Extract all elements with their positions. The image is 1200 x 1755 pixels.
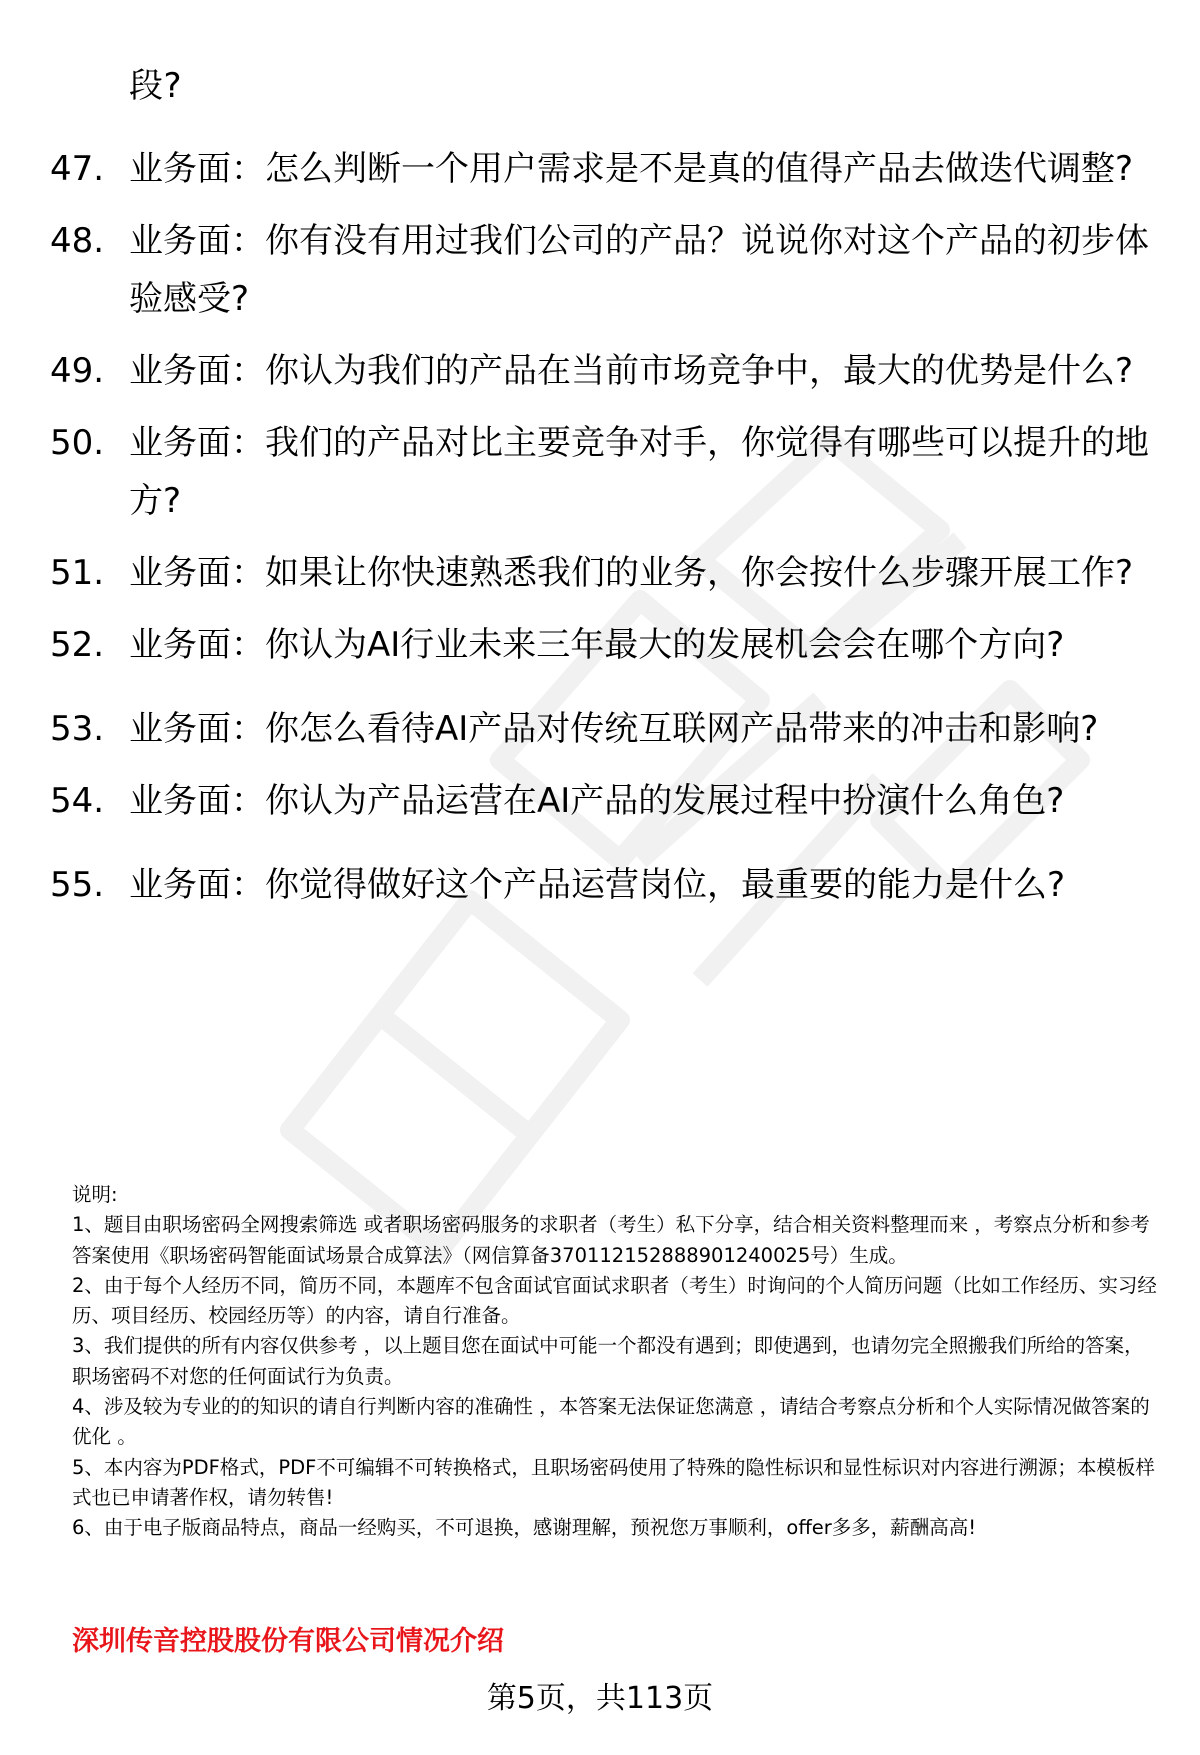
- question-number: 53.: [50, 709, 105, 749]
- note-item: 6、由于电子版商品特点，商品一经购买，不可退换，感谢理解，预祝您万事顺利，offer多多，薪酬高高!: [72, 1516, 977, 1540]
- question-text: 业务面：你认为我们的产品在当前市场竞争中，最大的优势是什么?: [129, 351, 1134, 391]
- question-item: [50, 700, 1160, 758]
- note-item: 3、我们提供的所有内容仅供参考 ，以上题目您在面试中可能一个都没有遇到；即使遇到，也请勿完全照搬我们所给的答案，职场密码不对您的任何面试行为负责。: [72, 1334, 1144, 1388]
- question-item: [50, 342, 1160, 400]
- notes-section: [72, 1180, 1162, 1544]
- company-section-title: 深圳传音控股股份有限公司情况介绍: [72, 1626, 504, 1657]
- question-list: [50, 140, 1160, 940]
- question-item: [50, 856, 1160, 914]
- question-text: 业务面：你怎么看待AI产品对传统互联网产品带来的冲击和影响?: [129, 709, 1099, 749]
- question-number: 49.: [50, 351, 105, 391]
- question-text: 业务面：你认为AI行业未来三年最大的发展机会会在哪个方向?: [129, 625, 1065, 665]
- question-item: [50, 212, 1160, 328]
- question-number: 52.: [50, 625, 105, 665]
- question-item: [50, 414, 1160, 530]
- page-number: 第5页，共113页: [486, 1681, 714, 1716]
- question-number: 55.: [50, 865, 105, 905]
- previous-question-continuation: 段?: [129, 66, 183, 106]
- note-item: 2、由于每个人经历不同，简历不同，本题库不包含面试官面试求职者（考生）时询问的个人简历问题（比如工作经历、实习经历、项目经历、校园经历等）的内容，请自行准备。: [72, 1273, 1157, 1328]
- question-item: [50, 616, 1160, 674]
- notes-heading: 说明:: [72, 1183, 118, 1206]
- question-number: 50.: [50, 423, 105, 463]
- question-text: 业务面：你认为产品运营在AI产品的发展过程中扮演什么角色?: [129, 781, 1065, 821]
- question-item: [50, 140, 1160, 198]
- question-number: 51.: [50, 553, 105, 593]
- note-item: 1、题目由职场密码全网搜索筛选 或者职场密码服务的求职者（考生）私下分享，结合相关资料整理而来 ，考察点分析和参考答案使用《职场密码智能面试场景合成算法》（网信算备370112152888901240025号）生成。: [72, 1213, 1150, 1267]
- question-text: 业务面：如果让你快速熟悉我们的业务，你会按什么步骤开展工作?: [129, 553, 1134, 593]
- question-number: 48.: [50, 221, 105, 261]
- note-item: 5、本内容为PDF格式，PDF不可编辑不可转换格式，且职场密码使用了特殊的隐性标识和显性标识对内容进行溯源；本模板样式也已申请著作权，请勿转售!: [72, 1455, 1155, 1509]
- question-number: 54.: [50, 781, 105, 821]
- question-text: 业务面：你觉得做好这个产品运营岗位，最重要的能力是什么?: [129, 865, 1066, 905]
- question-number: 47.: [50, 149, 105, 189]
- note-item: 4、涉及较为专业的的知识的请自行判断内容的准确性 ，本答案无法保证您满意 ，请结合考察点分析和个人实际情况做答案的优化 。: [72, 1395, 1150, 1449]
- question-item: [50, 544, 1160, 602]
- question-item: [50, 772, 1160, 830]
- question-text: 业务面：我们的产品对比主要竞争对手，你觉得有哪些可以提升的地方?: [129, 423, 1149, 521]
- question-text: 业务面：怎么判断一个用户需求是不是真的值得产品去做迭代调整?: [129, 149, 1134, 189]
- question-text: 业务面：你有没有用过我们公司的产品？说说你对这个产品的初步体验感受?: [129, 221, 1149, 319]
